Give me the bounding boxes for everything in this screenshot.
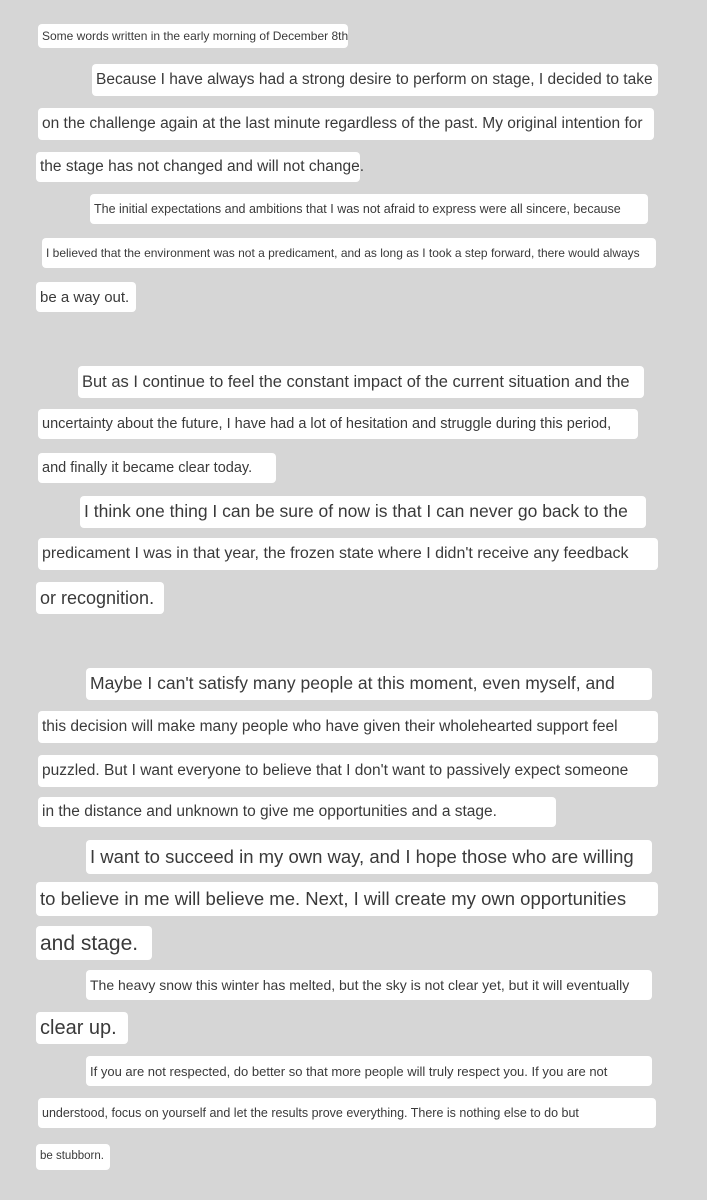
text-line	[90, 194, 648, 224]
text-line	[38, 755, 658, 787]
text-line	[36, 282, 136, 312]
text-line	[78, 366, 644, 398]
text-line	[86, 1056, 652, 1086]
text-line-content: and finally it became clear today.	[42, 459, 253, 476]
text-line-content: Because I have always had a strong desire to perform on stage, I decided to take	[96, 71, 653, 89]
text-line	[38, 797, 556, 827]
header-line	[38, 24, 348, 48]
text-line	[86, 970, 652, 1000]
text-line	[38, 108, 654, 140]
text-line	[36, 1144, 110, 1170]
text-line-content: clear up.	[40, 1017, 117, 1039]
text-line-content: uncertainty about the future, I have had a lot of hesitation and struggle during this period,	[42, 415, 612, 432]
text-line-content: be a way out.	[40, 288, 130, 306]
text-line-content: to believe in me will believe me. Next, I will create my own opportunities	[40, 887, 627, 909]
text-line	[42, 238, 656, 268]
text-line-content: this decision will make many people who have given their wholehearted support feel	[42, 718, 618, 736]
text-line	[38, 538, 658, 570]
text-line	[92, 64, 658, 96]
text-line	[80, 496, 646, 528]
text-line-content: Maybe I can't satisfy many people at this moment, even myself, and	[90, 673, 615, 694]
text-line-content: predicament I was in that year, the frozen state where I didn't receive any feedback	[42, 545, 629, 562]
text-line	[38, 453, 276, 483]
text-line	[36, 152, 365, 182]
text-line	[38, 1098, 656, 1128]
text-line-content: or recognition.	[40, 588, 155, 608]
text-line	[36, 882, 658, 916]
text-line-content: I believed that the environment was not a predicament, and as long as I took a step forward, there would always	[46, 246, 640, 260]
text-line-content: But as I continue to feel the constant impact of the current situation and the	[82, 372, 630, 391]
text-line-content: The heavy snow this winter has melted, but the sky is not clear yet, but it will eventually	[90, 977, 630, 993]
text-line-content: The initial expectations and ambitions that I was not afraid to express were all sincere, because	[94, 201, 621, 216]
text-line	[38, 711, 658, 743]
text-line	[38, 409, 638, 439]
text-line	[36, 926, 152, 960]
text-line-content: in the distance and unknown to give me opportunities and a stage.	[42, 803, 497, 821]
header-text: Some words written in the early morning of December 8th	[42, 29, 349, 43]
text-line	[86, 840, 652, 874]
text-line-content: and stage.	[40, 931, 139, 955]
text-line-content: I want to succeed in my own way, and I hope those who are willing	[90, 845, 634, 867]
text-line-content: puzzled. But I want everyone to believe that I don't want to passively expect someone	[42, 762, 629, 780]
text-line	[36, 1012, 128, 1044]
text-line-content: on the challenge again at the last minute regardless of the past. My original intention for	[42, 115, 643, 133]
text-line-content: understood, focus on yourself and let the results prove everything. There is nothing else to do but	[42, 1105, 579, 1120]
text-line-content: If you are not respected, do better so that more people will truly respect you. If you are not	[90, 1063, 608, 1079]
text-line-content: the stage has not changed and will not change.	[40, 158, 365, 176]
text-line-content: be stubborn.	[40, 1150, 104, 1163]
text-line	[86, 668, 652, 700]
text-line	[36, 582, 164, 614]
text-line-content: I think one thing I can be sure of now is that I can never go back to the	[84, 501, 628, 522]
